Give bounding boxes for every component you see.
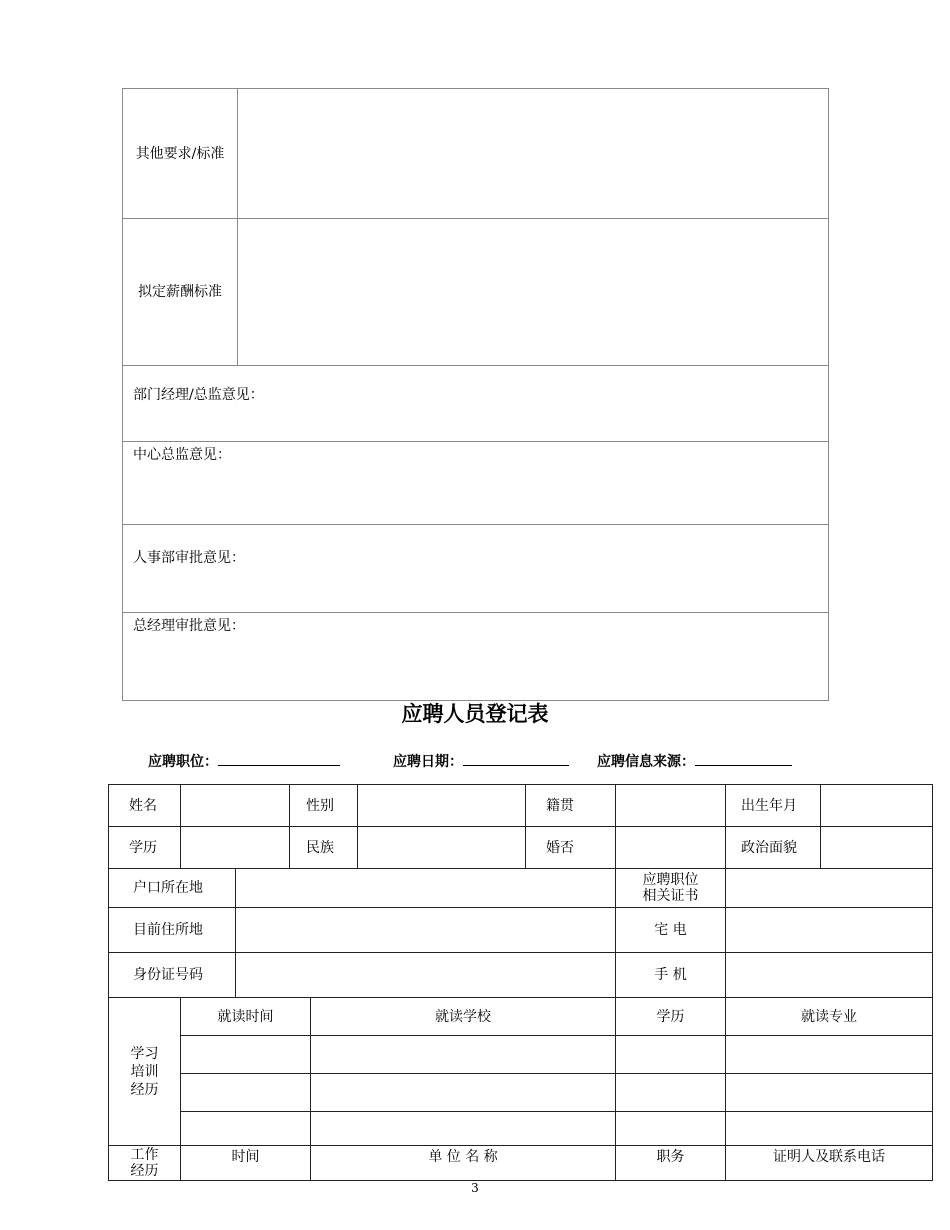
work-section-label-line2: 经历 <box>130 1163 159 1179</box>
study-time-cell[interactable] <box>181 1036 311 1074</box>
position-certificate-label-line2: 相关证书 <box>642 888 699 904</box>
other-requirements-label: 其他要求/标准 <box>123 89 238 219</box>
position-certificate-label <box>616 869 726 908</box>
registration-table <box>108 784 933 1181</box>
education-label: 学历 <box>109 827 181 869</box>
study-school-header: 就读学校 <box>311 998 616 1036</box>
study-major-cell[interactable] <box>726 1074 933 1112</box>
study-school-cell[interactable] <box>311 1074 616 1112</box>
study-degree-header: 学历 <box>616 998 726 1036</box>
name-field[interactable] <box>181 785 290 827</box>
ethnicity-field[interactable] <box>358 827 526 869</box>
hukou-location-field[interactable] <box>236 869 616 908</box>
position-blank[interactable] <box>218 750 340 766</box>
ethnicity-label: 民族 <box>290 827 358 869</box>
study-degree-cell[interactable] <box>616 1074 726 1112</box>
gm-approval-opinion-label: 总经理审批意见： <box>133 618 245 634</box>
political-status-field[interactable] <box>821 827 933 869</box>
marital-status-field[interactable] <box>616 827 726 869</box>
hr-approval-opinion-field[interactable] <box>123 525 829 613</box>
study-time-cell[interactable] <box>181 1074 311 1112</box>
study-major-cell[interactable] <box>726 1036 933 1074</box>
study-major-header: 就读专业 <box>726 998 933 1036</box>
dept-manager-opinion-label: 部门经理/总监意见： <box>133 387 264 403</box>
work-section-label-line1: 工作 <box>130 1147 159 1163</box>
study-school-cell[interactable] <box>311 1112 616 1146</box>
hukou-location-label: 户口所在地 <box>109 869 236 908</box>
work-employer-header: 单 位 名 称 <box>311 1146 616 1181</box>
date-label: 应聘日期： <box>393 754 463 770</box>
salary-standard-field[interactable] <box>238 219 829 366</box>
salary-standard-label: 拟定薪酬标准 <box>123 219 238 366</box>
current-address-field[interactable] <box>236 908 616 953</box>
page-number: 3 <box>471 1181 479 1195</box>
position-certificate-field[interactable] <box>726 869 933 908</box>
work-reference-header: 证明人及联系电话 <box>726 1146 933 1181</box>
source-label: 应聘信息来源： <box>597 754 695 770</box>
source-header <box>597 750 792 772</box>
center-director-opinion-label: 中心总监意见： <box>133 447 231 463</box>
study-section-label <box>109 998 181 1146</box>
id-number-field[interactable] <box>236 953 616 998</box>
source-blank[interactable] <box>695 750 792 766</box>
approval-table <box>122 88 829 701</box>
position-label: 应聘职位： <box>148 754 218 770</box>
mobile-field[interactable] <box>726 953 933 998</box>
study-degree-cell[interactable] <box>616 1112 726 1146</box>
birth-date-label: 出生年月 <box>726 785 821 827</box>
study-section-label-line2: 培训 <box>130 1063 159 1080</box>
work-section-label <box>109 1146 181 1181</box>
gm-approval-opinion-field[interactable] <box>123 613 829 701</box>
native-place-label: 籍贯 <box>526 785 616 827</box>
study-section-label-line3: 经历 <box>130 1081 159 1098</box>
center-director-opinion-field[interactable] <box>123 442 829 525</box>
other-requirements-field[interactable] <box>238 89 829 219</box>
study-school-cell[interactable] <box>311 1036 616 1074</box>
home-phone-label: 宅 电 <box>616 908 726 953</box>
date-blank[interactable] <box>463 750 569 766</box>
home-phone-field[interactable] <box>726 908 933 953</box>
id-number-label: 身份证号码 <box>109 953 236 998</box>
work-time-header: 时间 <box>181 1146 311 1181</box>
study-section-label-line1: 学习 <box>130 1045 159 1062</box>
study-time-header: 就读时间 <box>181 998 311 1036</box>
native-place-field[interactable] <box>616 785 726 827</box>
gender-label: 性别 <box>290 785 358 827</box>
study-time-cell[interactable] <box>181 1112 311 1146</box>
mobile-label: 手 机 <box>616 953 726 998</box>
dept-manager-opinion-field[interactable] <box>123 366 829 442</box>
study-major-cell[interactable] <box>726 1112 933 1146</box>
study-degree-cell[interactable] <box>616 1036 726 1074</box>
birth-date-field[interactable] <box>821 785 933 827</box>
marital-status-label: 婚否 <box>526 827 616 869</box>
registration-form-title: 应聘人员登记表 <box>401 702 549 726</box>
current-address-label: 目前住所地 <box>109 908 236 953</box>
education-field[interactable] <box>181 827 290 869</box>
political-status-label: 政治面貌 <box>726 827 821 869</box>
date-header <box>393 750 569 772</box>
name-label: 姓名 <box>109 785 181 827</box>
position-certificate-label-line1: 应聘职位 <box>642 872 699 888</box>
position-header <box>148 750 340 772</box>
work-position-header: 职务 <box>616 1146 726 1181</box>
gender-field[interactable] <box>358 785 526 827</box>
hr-approval-opinion-label: 人事部审批意见： <box>133 550 245 566</box>
